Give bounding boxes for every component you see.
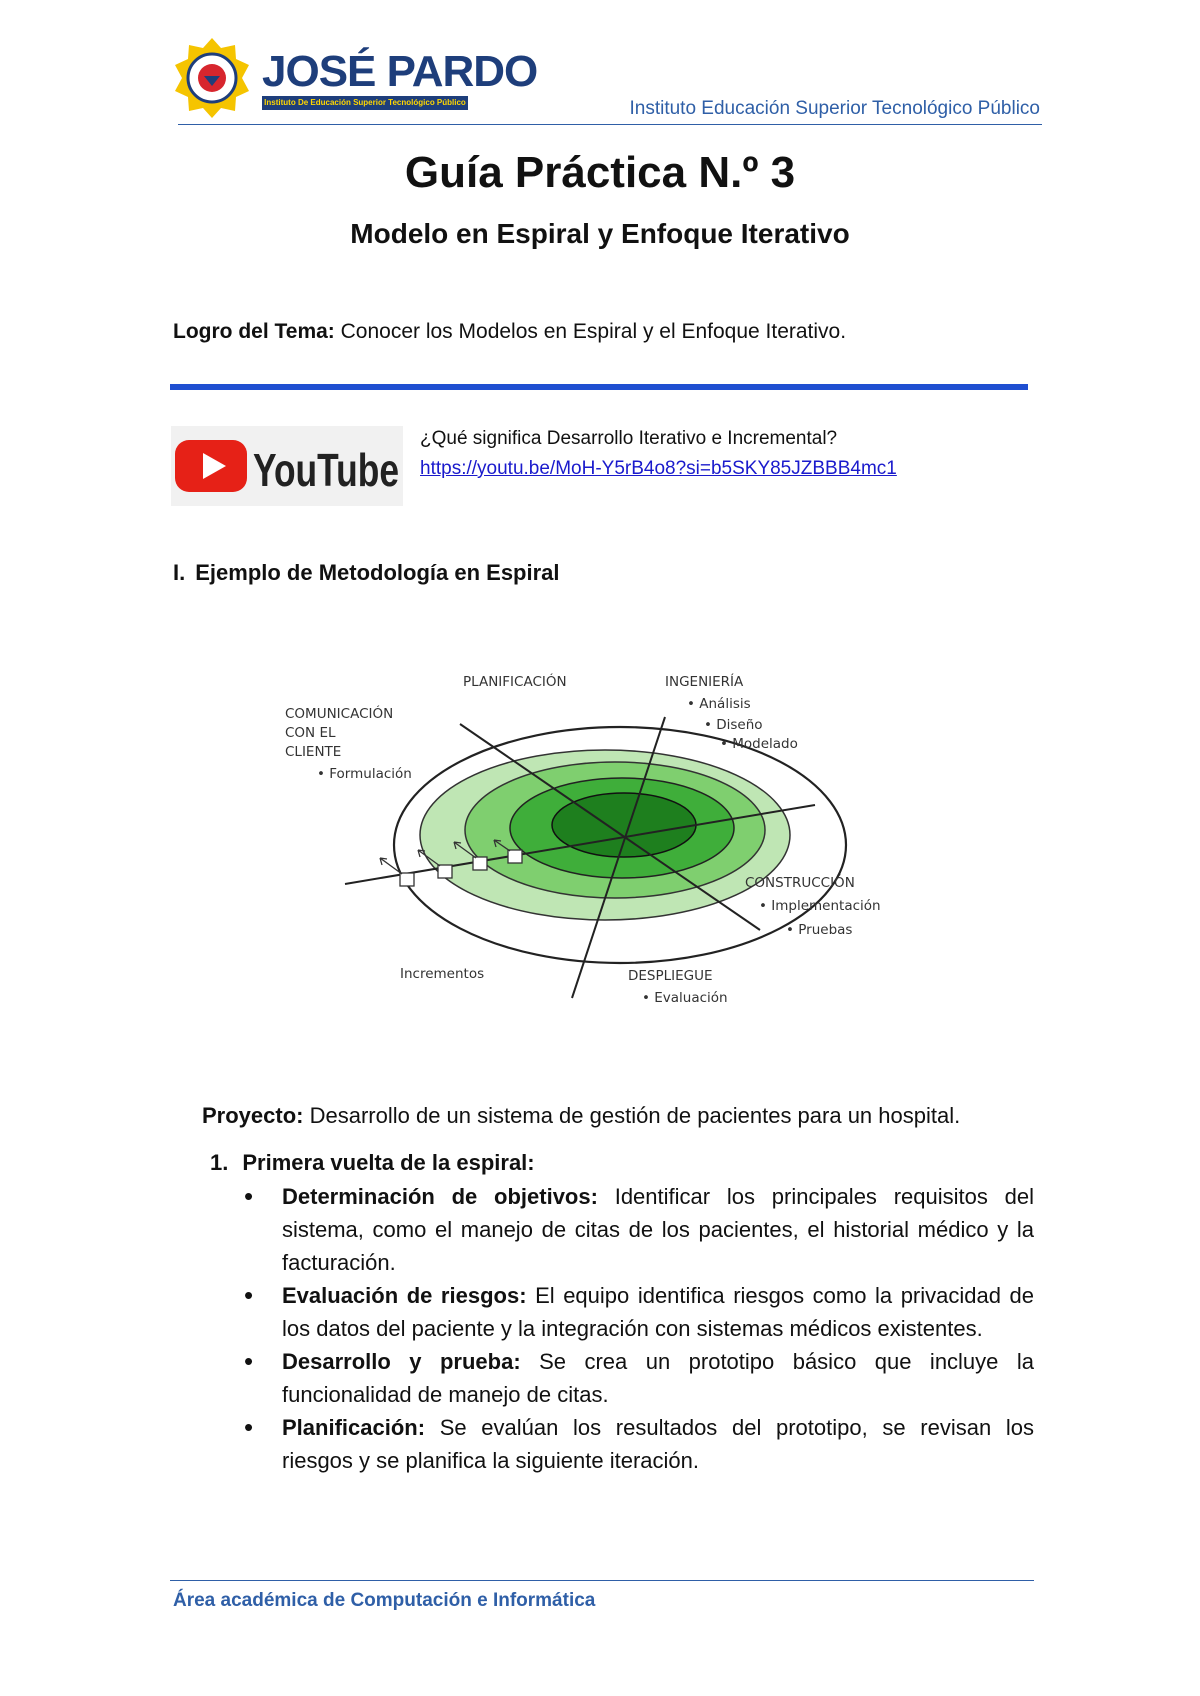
label-despliegue: DESPLIEGUE	[628, 968, 713, 984]
list-title: Primera vuelta de la espiral:	[242, 1150, 535, 1175]
list-heading	[210, 1150, 535, 1176]
label-ingenieria: INGENIERÍA	[665, 674, 744, 690]
bullet-text: Se crea un prototipo básico que incluye la funcionalidad de manejo de citas.	[282, 1349, 1034, 1407]
logo-subtitle: Instituto De Educación Superior Tecnológico Público	[262, 96, 468, 110]
logo-name: JOSÉ PARDO	[262, 47, 538, 96]
increment-box	[438, 865, 452, 878]
footer-divider	[170, 1580, 1034, 1581]
section-divider	[170, 384, 1028, 390]
project-line	[202, 1103, 960, 1129]
bullet-label: Determinación de objetivos:	[282, 1184, 598, 1209]
section-heading	[173, 560, 560, 586]
bullet-text: Identificar los principales requisitos del sistema, como el manejo de citas de los pacientes, el historial médico y la facturación.	[282, 1184, 1034, 1275]
bullet-label: Evaluación de riesgos:	[282, 1283, 527, 1308]
label-evaluacion: • Evaluación	[642, 990, 728, 1006]
label-comunicacion: COMUNICACIÓN	[285, 706, 394, 722]
institution-name: Instituto Educación Superior Tecnológico Público	[629, 98, 1040, 119]
section-title: Ejemplo de Metodología en Espiral	[195, 560, 560, 585]
bullet-text: El equipo identifica riesgos como la privacidad de los datos del paciente y la integración con sistemas médicos existentes.	[282, 1283, 1034, 1341]
youtube-logo[interactable]	[171, 426, 403, 506]
increment-box	[508, 850, 522, 863]
list-item	[240, 1279, 1034, 1345]
bullet-list	[240, 1180, 1034, 1477]
label-incrementos: Incrementos	[400, 966, 485, 982]
label-implementacion: • Implementación	[759, 898, 881, 914]
section-number: I.	[173, 560, 186, 585]
spiral-diagram	[285, 674, 960, 1015]
label-diseno: • Diseño	[704, 717, 763, 733]
learning-goal-label: Logro del Tema:	[173, 320, 335, 343]
project-text: Desarrollo de un sistema de gestión de pacientes para un hospital.	[303, 1103, 961, 1128]
label-planificacion: PLANIFICACIÓN	[463, 674, 567, 690]
label-cliente: CLIENTE	[285, 744, 342, 760]
page-title: Guía Práctica N.º 3	[404, 148, 796, 197]
youtube-play-icon	[171, 426, 403, 506]
bullet-label: Planificación:	[282, 1415, 426, 1440]
list-item	[240, 1345, 1034, 1411]
list-item	[240, 1411, 1034, 1477]
list-number: 1.	[210, 1150, 229, 1175]
bullet-text: Se evalúan los resultados del prototipo, se revisan los riesgos y se planifica la siguiente iteración.	[282, 1415, 1034, 1473]
label-pruebas: • Pruebas	[786, 922, 853, 938]
learning-goal	[173, 320, 846, 344]
label-con-el: CON EL	[285, 725, 336, 741]
footer-text: Área académica de Computación e Informática	[173, 1590, 596, 1611]
label-formulacion: • Formulación	[317, 766, 412, 782]
project-label: Proyecto:	[202, 1103, 304, 1128]
increment-box	[400, 873, 414, 886]
label-analisis: • Análisis	[687, 696, 751, 712]
list-item	[240, 1180, 1034, 1279]
label-modelado: • Modelado	[720, 736, 798, 752]
label-construccion: CONSTRUCCIÓN	[745, 875, 855, 891]
learning-goal-text: Conocer los Modelos en Espiral y el Enfoque Iterativo.	[334, 320, 847, 343]
video-question: ¿Qué significa Desarrollo Iterativo e Incremental?	[420, 428, 838, 449]
page-subtitle: Modelo en Espiral y Enfoque Iterativo	[350, 218, 850, 249]
increment-box	[473, 857, 487, 870]
video-link[interactable]: https://youtu.be/MoH-Y5rB4o8?si=b5SKY85JZBBB4mc1	[420, 458, 897, 479]
bullet-label: Desarrollo y prueba:	[282, 1349, 521, 1374]
header-divider	[178, 124, 1042, 125]
youtube-wordmark: YouTube	[253, 444, 399, 496]
